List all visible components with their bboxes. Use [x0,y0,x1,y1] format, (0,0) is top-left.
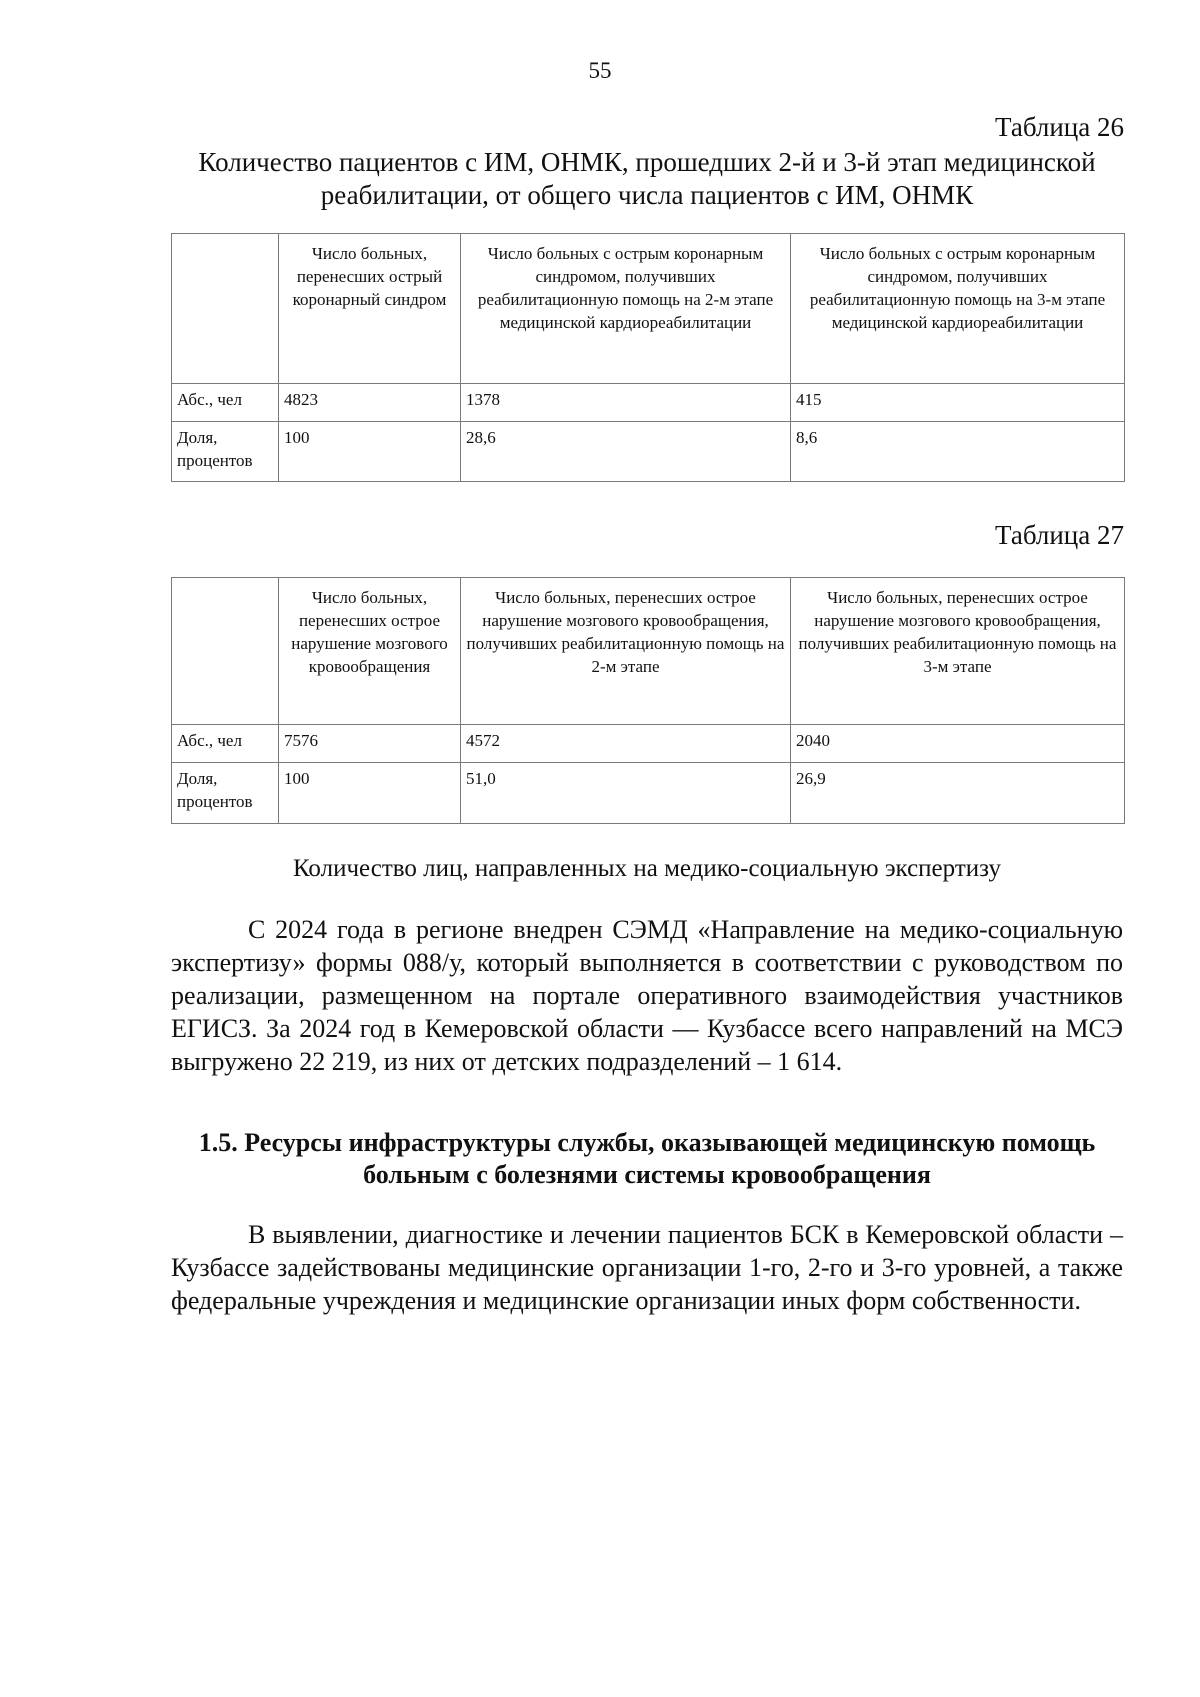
table-27 [171,577,1125,824]
table-cell: 4823 [279,384,461,422]
table-header-row [172,578,1125,725]
table-row [172,422,1125,482]
table-cell: Доля, процентов [172,763,279,824]
table-27-label: Таблица 27 [995,520,1124,550]
mse-paragraph: С 2024 года в регионе внедрен СЭМД «Направление на медико-социальную экспертизу» формы 088/у, который выполняется в соответствии с руководством по реализации, размещенном на портале оперативного взаимодействия участников ЕГИСЗ. За 2024 год в Кемеровской области — Кузбассе всего направлений на МСЭ выгружено 22 219, из них от детских подразделений – 1 614. [171,915,1123,1076]
table-cell: 2040 [791,725,1125,763]
table-header-cell: Число больных с острым коронарным синдромом, получивших реабилитационную помощь на 3-м этапе медицинской кардиореабилитации [791,234,1125,384]
table-26-label: Таблица 26 [995,112,1124,142]
table-cell: 415 [791,384,1125,422]
table-26 [171,233,1125,482]
table-cell: 51,0 [461,763,791,824]
mse-subheading: Количество лиц, направленных на медико-социальную экспертизу [293,855,1001,882]
table-cell: Абс., чел [172,725,279,763]
table-cell: 28,6 [461,422,791,482]
table-header-cell: Число больных, перенесших острое нарушение мозгового кровообращения, получивших реабилитационную помощь на 3-м этапе [791,578,1125,725]
page-number: 55 [588,58,612,83]
table-header-cell: Число больных, перенесших острое нарушение мозгового кровообращения, получивших реабилитационную помощь на 2-м этапе [461,578,791,725]
table-cell: Абс., чел [172,384,279,422]
table-row [172,725,1125,763]
table-cell: 100 [279,422,461,482]
table-cell: 1378 [461,384,791,422]
table-cell: Доля, процентов [172,422,279,482]
table-cell: 8,6 [791,422,1125,482]
table-26-title: Количество пациентов с ИМ, ОНМК, прошедших 2-й и 3-й этап медицинской реабилитации, от общего числа пациентов с ИМ, ОНМК [198,147,1096,210]
table-header-cell [172,578,279,725]
table-header-cell: Число больных с острым коронарным синдромом, получивших реабилитационную помощь на 2-м этапе медицинской кардиореабилитации [461,234,791,384]
table-header-cell: Число больных, перенесших острое нарушение мозгового кровообращения [279,578,461,725]
table-cell: 7576 [279,725,461,763]
section-1-5-heading: 1.5. Ресурсы инфраструктуры службы, оказывающей медицинскую помощь больным с болезнями системы кровообращения [198,1128,1096,1189]
table-row [172,384,1125,422]
table-cell: 4572 [461,725,791,763]
table-cell: 26,9 [791,763,1125,824]
table-header-cell: Число больных, перенесших острый коронарный синдром [279,234,461,384]
table-header-row [172,234,1125,384]
section-1-5-paragraph: В выявлении, диагностике и лечении пациентов БСК в Кемеровской области – Кузбассе задействованы медицинские организации 1-го, 2-го и 3-го уровней, а также федеральные учреждения и медицинские организации иных форм собственности. [171,1220,1123,1315]
table-cell: 100 [279,763,461,824]
table-header-cell [172,234,279,384]
table-row [172,763,1125,824]
